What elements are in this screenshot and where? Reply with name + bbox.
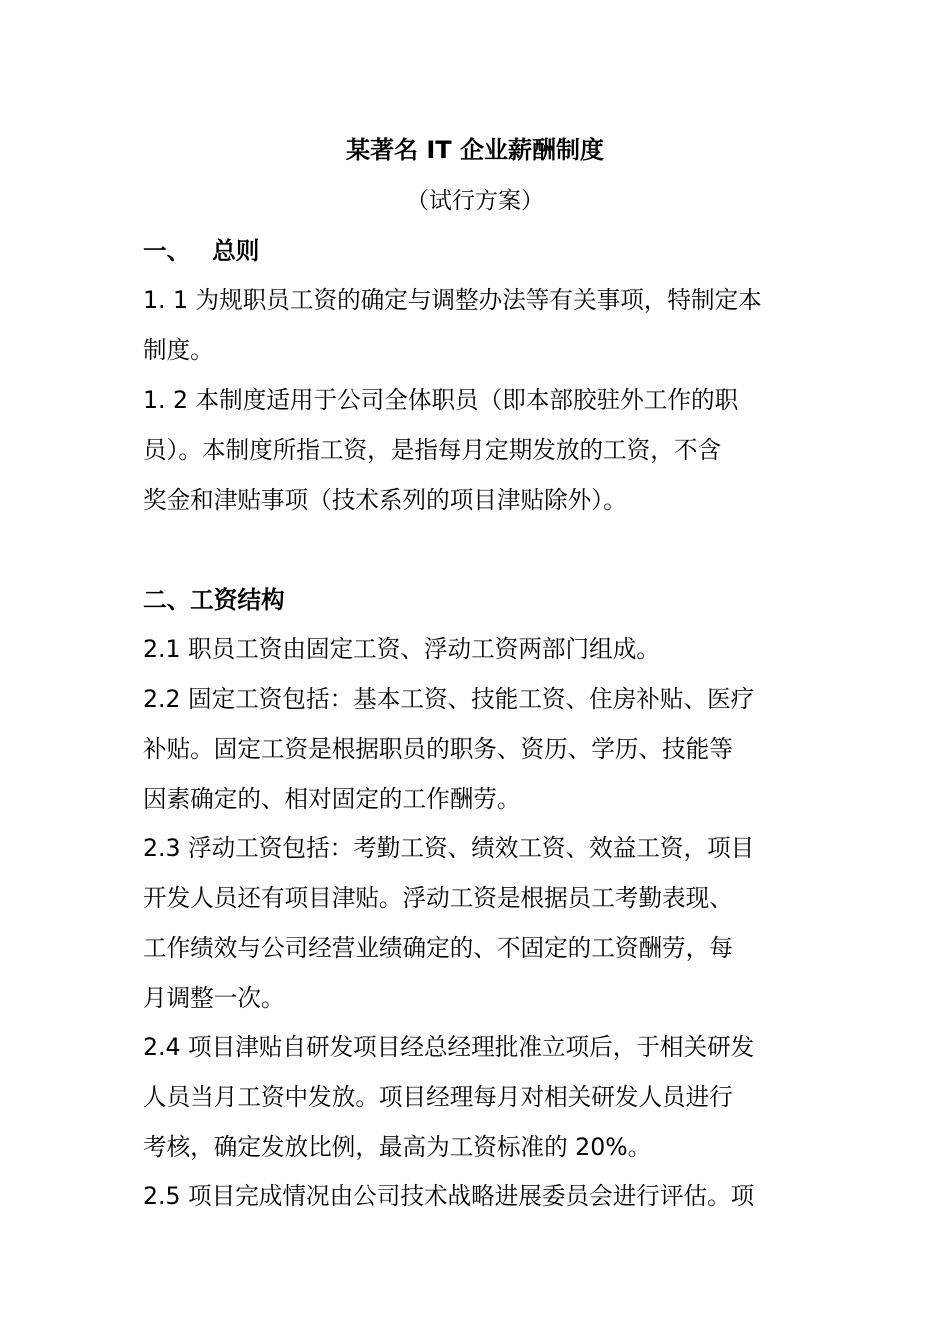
- paragraph-line: 月调整一次。: [143, 984, 285, 1012]
- section-heading-number: 一、: [143, 237, 191, 265]
- paragraph-line: 员）。本制度所指工资，是指每月定期发放的工资，不含: [143, 436, 722, 464]
- section-heading-text: 总则: [212, 237, 260, 265]
- paragraph-line: 2.2 固定工资包括：基本工资、技能工资、住房补贴、医疗: [143, 685, 755, 713]
- paragraph-line: 2.3 浮动工资包括：考勤工资、绩效工资、效益工资，项目: [143, 834, 755, 862]
- paragraph-line: 2.5 项目完成情况由公司技术战略进展委员会进行评估。项: [143, 1182, 755, 1210]
- paragraph-line: 工作绩效与公司经营业绩确定的、不固定的工资酬劳，每: [143, 934, 733, 962]
- paragraph-line: 2.4 项目津贴自研发项目经总经理批准立项后，于相关研发: [143, 1033, 755, 1061]
- section-heading-1: [143, 236, 259, 266]
- paragraph-line: 1. 2 本制度适用于公司全体职员（即本部胶驻外工作的职: [143, 386, 739, 414]
- paragraph-line: 考核，确定发放比例，最高为工资标准的 20%。: [143, 1133, 652, 1161]
- paragraph-line: 人员当月工资中发放。项目经理每月对相关研发人员进行: [143, 1083, 733, 1111]
- document-title: 某著名 IT 企业薪酬制度: [345, 136, 604, 164]
- paragraph-line: 制度。: [143, 336, 214, 364]
- paragraph-line: 1. 1 为规职员工资的确定与调整办法等有关事项，特制定本: [143, 286, 762, 314]
- paragraph-line: 开发人员还有项目津贴。浮动工资是根据员工考勤表现、: [143, 884, 733, 912]
- paragraph-line: 补贴。固定工资是根据职员的职务、资历、学历、技能等: [143, 735, 733, 763]
- section-heading-2: 二、工资结构: [143, 586, 285, 614]
- paragraph-line: 2.1 职员工资由固定工资、浮动工资两部门组成。: [143, 635, 660, 663]
- paragraph-line: 因素确定的、相对固定的工作酬劳。: [143, 785, 521, 813]
- document-subtitle: （试行方案）: [406, 188, 544, 214]
- paragraph-line: 奖金和津贴事项（技术系列的项目津贴除外）。: [143, 486, 627, 514]
